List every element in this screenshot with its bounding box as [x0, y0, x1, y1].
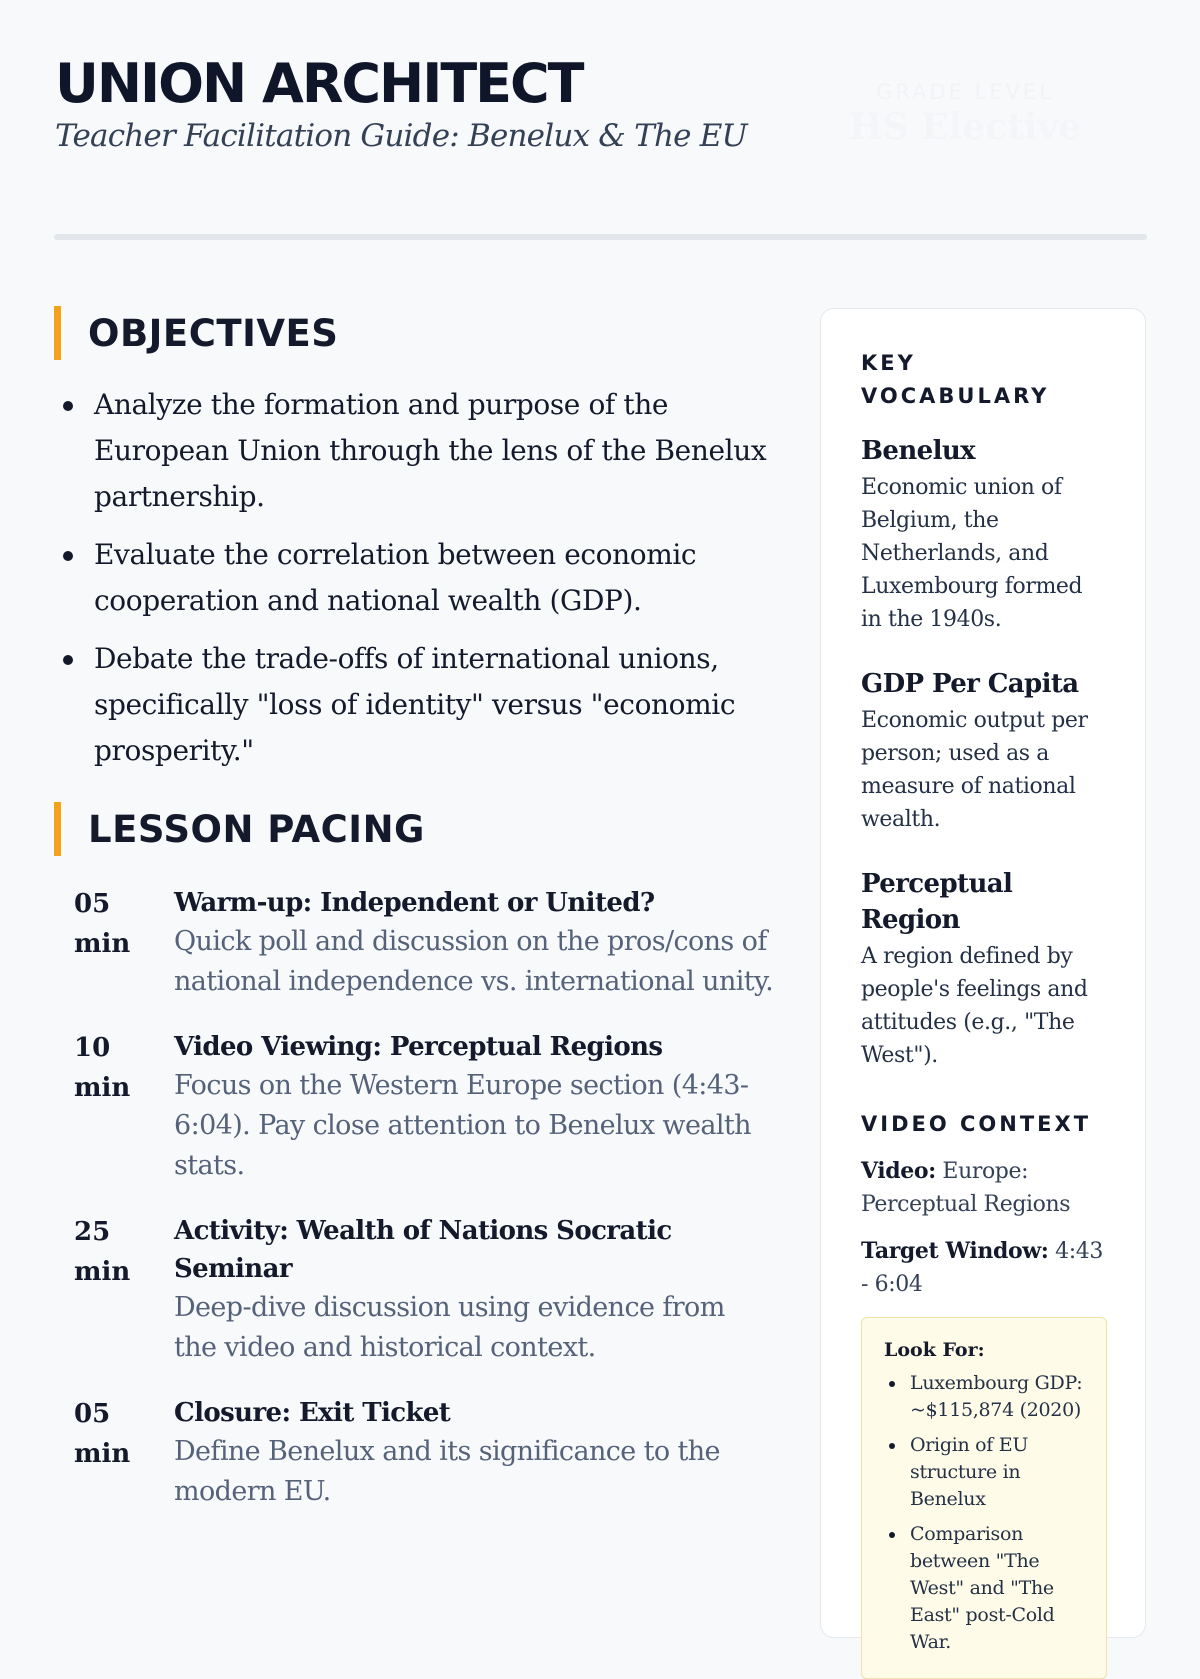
- target-window-label: Target Window:: [861, 1238, 1049, 1264]
- vocab-term: [861, 866, 1109, 1072]
- vocab-term-name: Benelux: [861, 436, 976, 466]
- objective-item: Debate the trade-offs of international unions, specifically "loss of identity" versus "economic prosperity.": [54, 636, 774, 774]
- vocab-term-definition: Economic union of Belgium, the Netherlands, and Luxembourg formed in the 1940s.: [861, 475, 1083, 632]
- pacing-title: Video Viewing: Perceptual Regions: [174, 1032, 663, 1062]
- grade-level-badge: [845, 80, 1085, 148]
- target-window-value: 4:43 - 6:04: [861, 1239, 1103, 1297]
- pacing-description: Deep-dive discussion using evidence from the video and historical context.: [174, 1292, 725, 1363]
- pacing-title: Closure: Exit Ticket: [174, 1398, 451, 1428]
- pacing-list: [54, 884, 774, 1512]
- pacing-item: [54, 1212, 774, 1368]
- pacing-item: [54, 884, 774, 1002]
- vocab-term: [861, 433, 1109, 636]
- objective-item: Evaluate the correlation between economic cooperation and national wealth (GDP).: [54, 532, 774, 624]
- look-for-item: Luxembourg GDP: ~$115,874 (2020): [884, 1370, 1096, 1424]
- section-accent-bar: [54, 306, 61, 360]
- lesson-pacing-section: [54, 802, 774, 1512]
- pacing-title: Activity: Wealth of Nations Socratic Seminar: [174, 1216, 672, 1284]
- pacing-duration: 05 min: [74, 1399, 131, 1469]
- objectives-header: [54, 306, 774, 360]
- look-for-box: [861, 1317, 1107, 1679]
- objectives-list: [54, 382, 774, 774]
- look-for-list: [884, 1370, 1096, 1656]
- key-vocabulary-heading: KEY VOCABULARY: [861, 351, 1050, 408]
- pacing-body: [174, 1212, 774, 1368]
- video-label: Video:: [861, 1158, 936, 1184]
- page-title: UNION ARCHITECT: [55, 52, 583, 115]
- look-for-item: Comparison between "The West" and "The East" post-Cold War.: [884, 1521, 1096, 1656]
- pacing-item: [54, 1394, 774, 1512]
- pacing-heading: LESSON PACING: [88, 807, 425, 851]
- vocab-term-definition: Economic output per person; used as a measure of national wealth.: [861, 708, 1088, 832]
- vocab-term-name: Perceptual Region: [861, 869, 1013, 935]
- grade-level-label: GRADE LEVEL: [876, 80, 1054, 104]
- vocab-term-definition: A region defined by people's feelings and attitudes (e.g., "The West").: [861, 944, 1088, 1068]
- pacing-description: Quick poll and discussion on the pros/cons of national independence vs. international unity.: [174, 926, 774, 997]
- vocab-term: [861, 666, 1109, 836]
- video-title-line: [861, 1155, 1109, 1221]
- grade-level-value: HS Elective: [848, 106, 1082, 148]
- vocab-term-name: GDP Per Capita: [861, 669, 1079, 699]
- objective-item: Analyze the formation and purpose of the European Union through the lens of the Benelux partnership.: [54, 382, 774, 520]
- pacing-duration: 25 min: [74, 1217, 131, 1287]
- pacing-duration: 05 min: [74, 889, 131, 959]
- pacing-body: [174, 1394, 774, 1512]
- pacing-duration: 10 min: [74, 1033, 131, 1103]
- pacing-description: Define Benelux and its significance to the modern EU.: [174, 1436, 720, 1507]
- sidebar-card: [820, 308, 1146, 1653]
- header-divider: [54, 234, 1147, 240]
- video-context-section: [861, 1108, 1109, 1679]
- main-content: [54, 306, 774, 1538]
- look-for-title: Look For:: [884, 1339, 985, 1361]
- pacing-body: [174, 1028, 774, 1186]
- pacing-header: [54, 802, 774, 856]
- pacing-item: [54, 1028, 774, 1186]
- pacing-description: Focus on the Western Europe section (4:43-6:04). Pay close attention to Benelux wealth stats.: [174, 1070, 751, 1181]
- target-window-line: [861, 1235, 1109, 1301]
- vocabulary-list: [861, 433, 1109, 1072]
- objectives-section: [54, 306, 774, 774]
- video-context-heading: VIDEO CONTEXT: [861, 1112, 1092, 1136]
- page-header: [55, 52, 1145, 172]
- pacing-body: [174, 884, 774, 1002]
- section-accent-bar: [54, 802, 61, 856]
- video-value: Europe: Perceptual Regions: [861, 1159, 1071, 1217]
- look-for-item: Origin of EU structure in Benelux: [884, 1432, 1096, 1513]
- pacing-title: Warm-up: Independent or United?: [174, 888, 655, 918]
- objectives-heading: OBJECTIVES: [88, 311, 339, 355]
- page-subtitle: Teacher Facilitation Guide: Benelux & The EU: [55, 118, 747, 154]
